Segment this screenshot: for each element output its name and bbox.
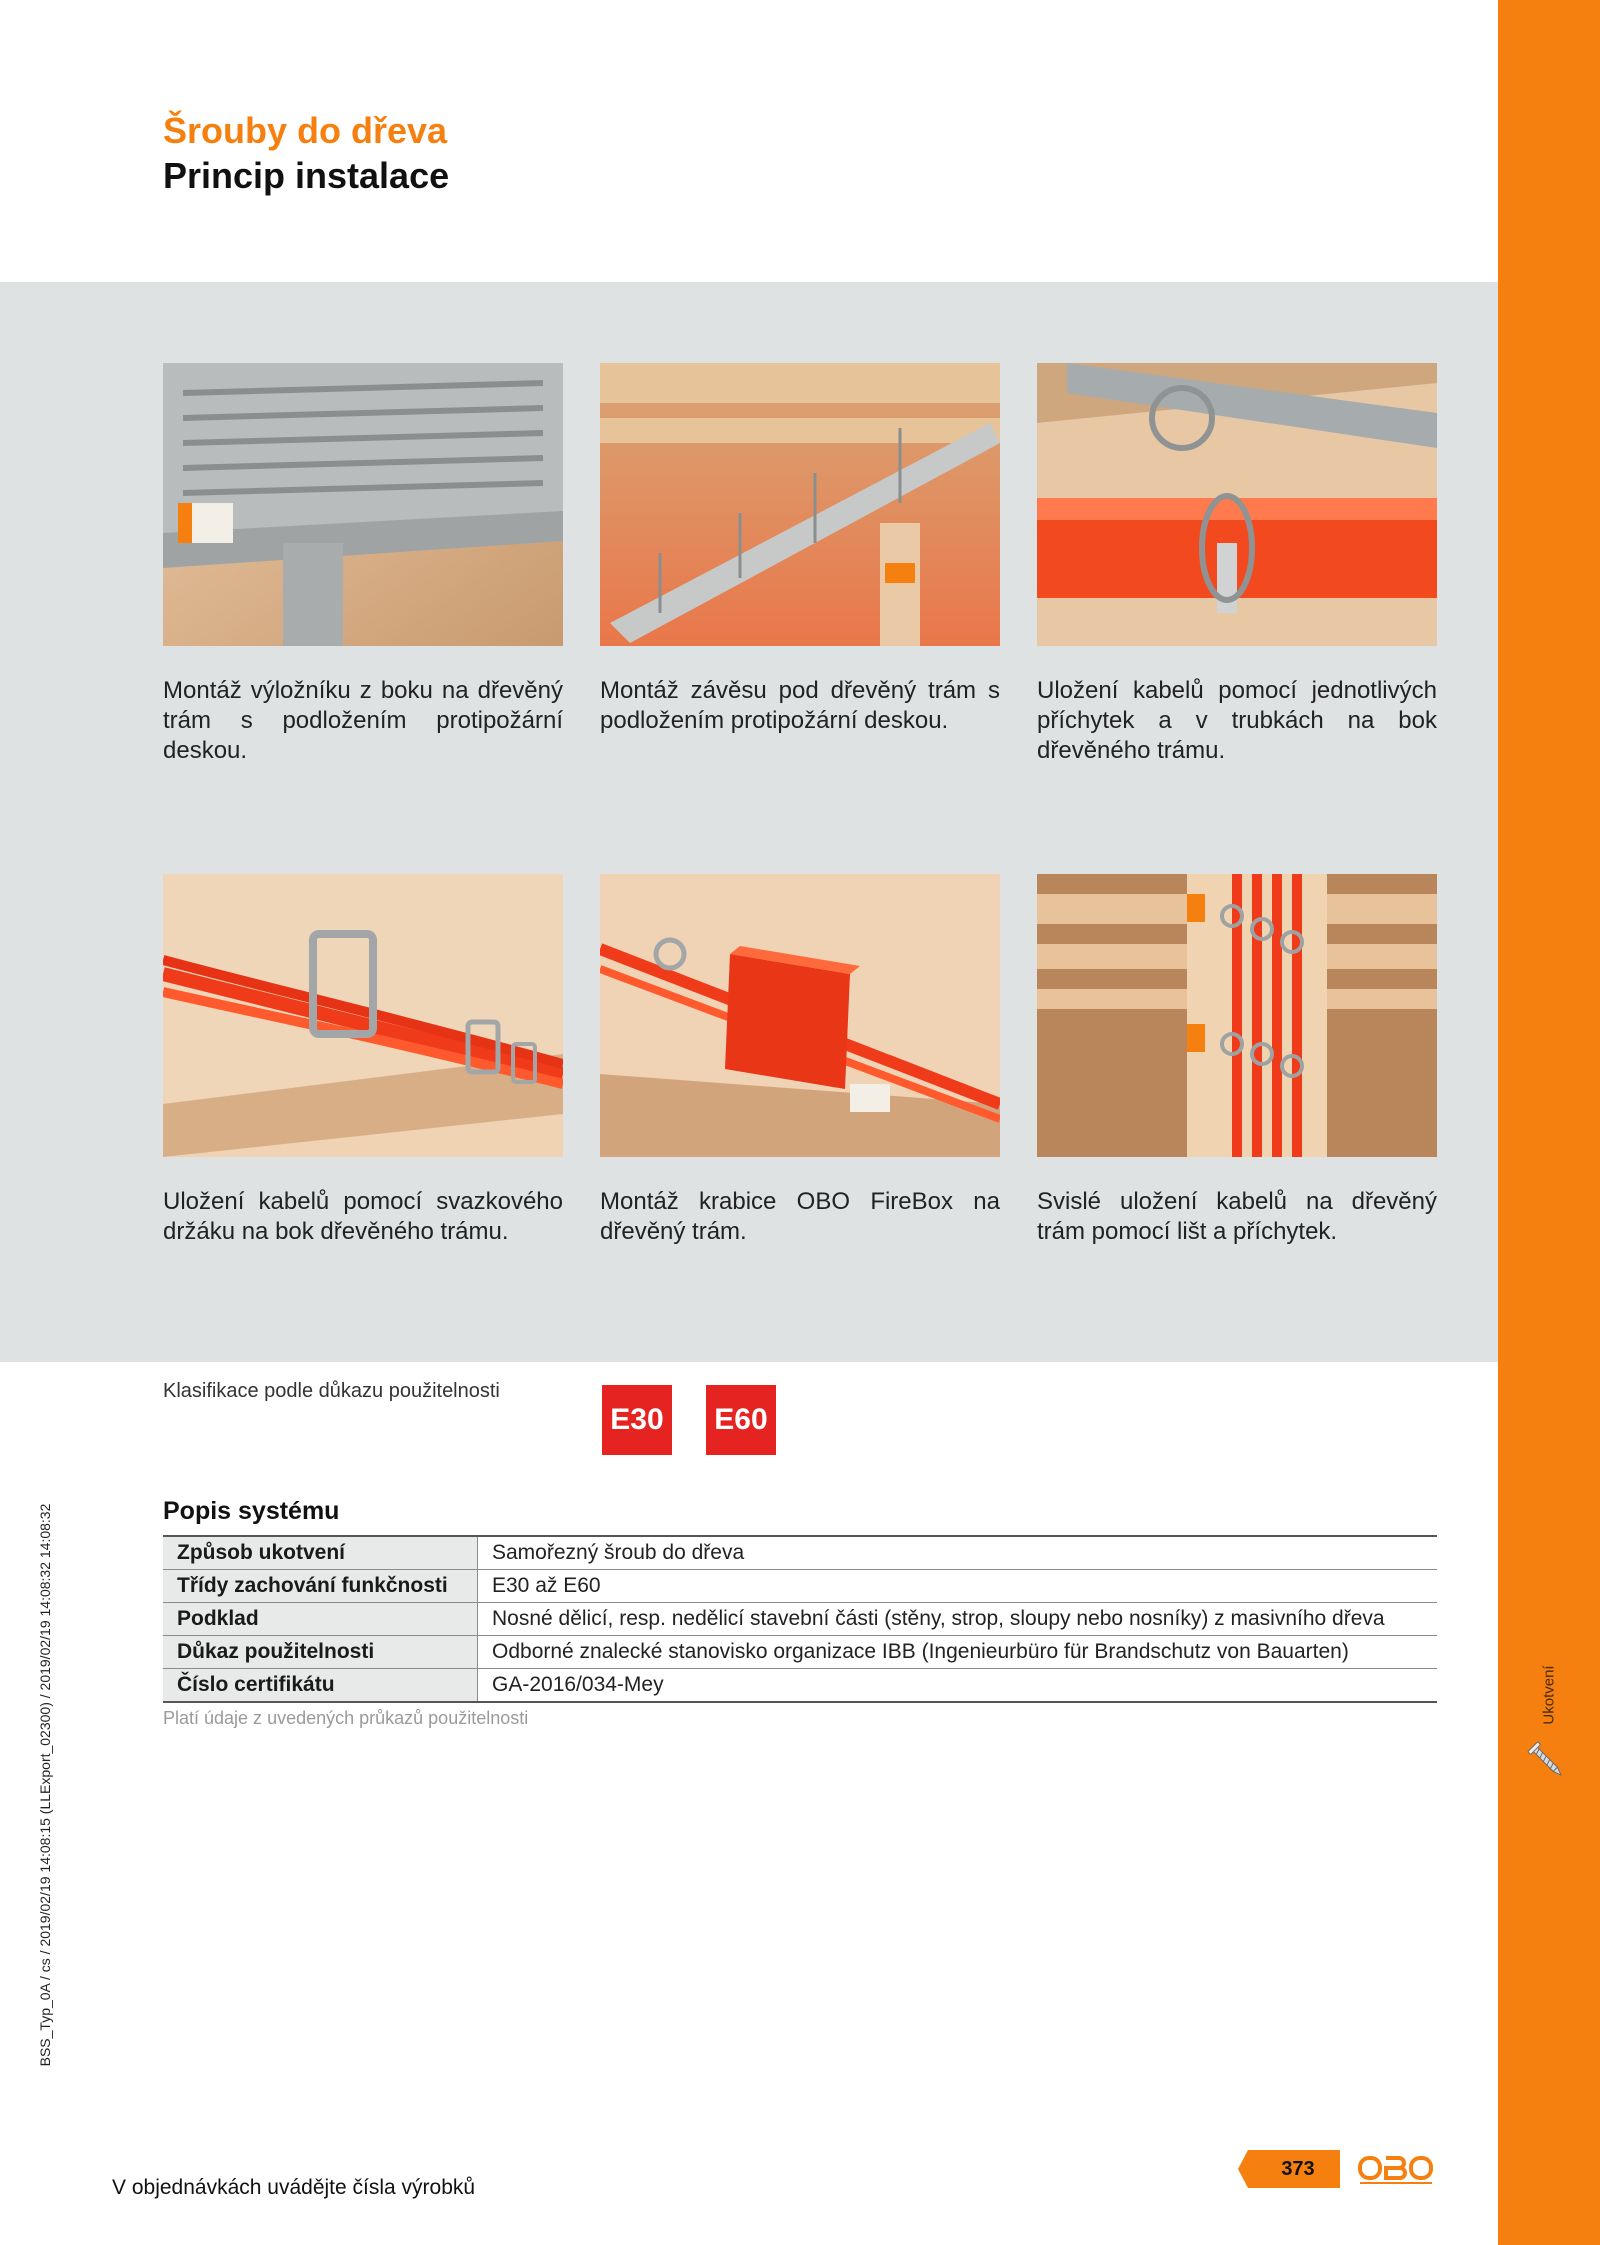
spec-value: Odborné znalecké stanovisko organizace IBB (Ingenieurbüro für Brandschutz von Bauarten) <box>492 1640 1349 1663</box>
sidebar-section-label: Ukotvení <box>1540 1665 1558 1725</box>
caption-bundle-holder: Uložení kabelů pomocí svazkového držáku na bok dřevěného trámu. <box>163 1188 563 1245</box>
caption-suspension-mount: Montáž závěsu pod dřevěný trám s podložením protipožární deskou. <box>600 677 1000 734</box>
page-number: 373 <box>1281 2157 1315 2180</box>
spec-key: Třídy zachování funkčnosti <box>163 1570 478 1603</box>
spec-value: Samořezný šroub do dřeva <box>492 1541 745 1564</box>
table-row <box>163 1603 1437 1636</box>
vertical-cable-photo <box>1037 874 1437 1157</box>
screw-icon <box>1526 1740 1572 1786</box>
pipe-clamp-photo <box>1037 363 1437 646</box>
cable-tray-bracket-photo <box>163 363 563 646</box>
caption-vertical-cable: Svislé uložení kabelů na dřevěný trám pomocí lišt a příchytek. <box>1037 1188 1437 1245</box>
table-row <box>163 1570 1437 1603</box>
suspension-mount-photo <box>600 363 1000 646</box>
page-title: Šrouby do dřeva <box>163 110 448 151</box>
spec-value: GA-2016/034-Mey <box>492 1673 664 1696</box>
classification-label: Klasifikace podle důkazu použitelnosti <box>163 1380 500 1402</box>
system-description-title: Popis systému <box>163 1497 340 1525</box>
spec-value: E30 až E60 <box>492 1574 601 1597</box>
spec-key: Důkaz použitelnosti <box>163 1636 478 1669</box>
spec-key: Způsob ukotvení <box>163 1536 478 1570</box>
caption-cable-tray-bracket: Montáž výložníku z boku na dřevěný trám s podložením protipožární deskou. <box>163 677 563 764</box>
table-row <box>163 1636 1437 1669</box>
orange-sidebar <box>1498 0 1600 2245</box>
spec-key: Podklad <box>163 1603 478 1636</box>
spec-value: Nosné dělicí, resp. nedělicí stavební části (stěny, strop, sloupy nebo nosníky) z masivního dřeva <box>492 1607 1385 1630</box>
bundle-holder-photo <box>163 874 563 1157</box>
table-row <box>163 1536 1437 1570</box>
table-row <box>163 1669 1437 1703</box>
badge-e60: E60 <box>706 1385 776 1455</box>
footer-order-note: V objednávkách uvádějte čísla výrobků <box>112 2176 476 2199</box>
print-metadata: BSS_Typ_0A / cs / 2019/02/19 14:08:15 (LLExport_02300) / 2019/02/19 14:08:32 14:08:32 <box>37 1503 53 2067</box>
caption-firebox: Montáž krabice OBO FireBox na dřevěný trám. <box>600 1188 1000 1245</box>
caption-pipe-clamp: Uložení kabelů pomocí jednotlivých příchytek a v trubkách na bok dřevěného trámu. <box>1037 677 1437 764</box>
spec-key: Číslo certifikátu <box>163 1669 478 1703</box>
page-subtitle: Princip instalace <box>163 155 450 196</box>
spec-footnote: Platí údaje z uvedených průkazů použitelnosti <box>163 1708 529 1728</box>
badge-e30: E30 <box>602 1385 672 1455</box>
system-spec-table <box>163 1535 1437 1703</box>
obo-logo <box>1357 2151 1435 2185</box>
firebox-photo <box>600 874 1000 1157</box>
